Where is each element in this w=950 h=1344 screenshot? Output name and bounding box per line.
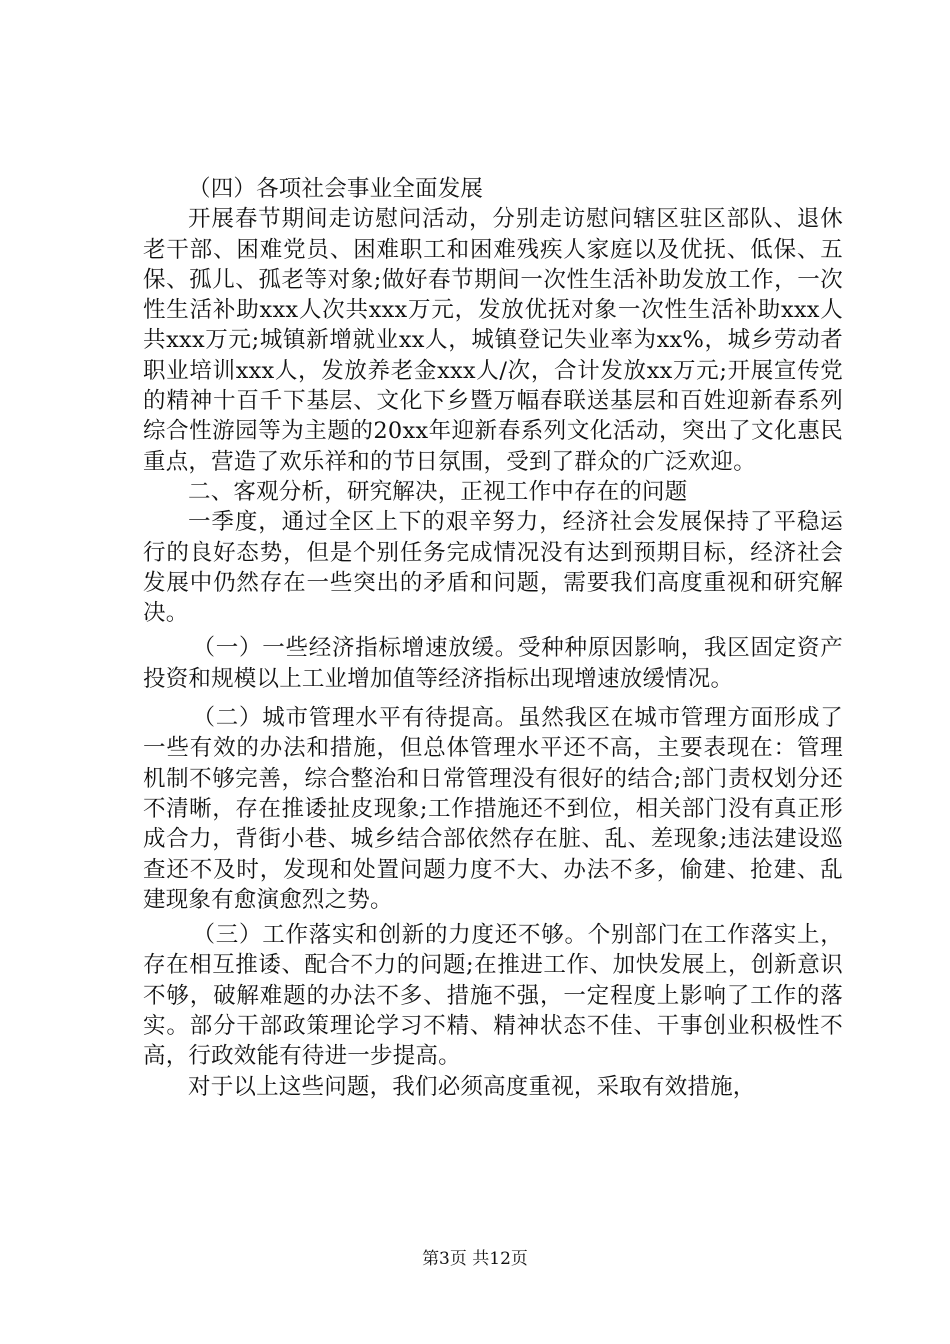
paragraph-social-activities: 开展春节期间走访慰问活动，分别走访慰问辖区驻区部队、退休老干部、困难党员、困难职工和困难残疾人家庭以及优抚、低保、五保、孤儿、孤老等对象;做好春节期间一次性生活补助发放工作，一次性生活补助xxx人次共xxx万元，发放优抚对象一次性生活补助xxx人共xxx万元;城镇新增就业xx人，城镇登记失业率为xx%，城乡劳动者职业培训xxx人，发放养老金xxx人/次，合计发放xx万元;开展宣传党的精神十百千下基层、文化下乡暨万幅春联送基层和百姓迎新春系列综合性游园等为主题的20xx年迎新春系列文化活动，突出了文化惠民重点，营造了欢乐祥和的节日氛围，受到了群众的广泛欢迎。 xyxy=(143,206,843,475)
paragraph-problem-city-management: （二）城市管理水平有待提高。虽然我区在城市管理方面形成了一些有效的办法和措施，但总体管理水平还不高，主要表现在：管理机制不够完善，综合整治和日常管理没有很好的结合;部门责权划分还不清晰，存在推诿扯皮现象;工作措施还不到位，相关部门没有真正形成合力，背街小巷、城乡结合部依然存在脏、乱、差现象;违法建设巡查还不及时，发现和处置问题力度不大、办法不多，偷建、抢建、乱建现象有愈演愈烈之势。 xyxy=(143,705,843,913)
paragraph-problem-implementation: （三）工作落实和创新的力度还不够。个别部门在工作落实上，存在相互推诿、配合不力的问题;在推进工作、加快发展上，创新意识不够，破解难题的办法不多、措施不强，一定程度上影响了工作的落实。部分干部政策理论学习不精、精神状态不佳、干事创业积极性不高，行政效能有待进一步提高。 xyxy=(143,922,843,1070)
section-heading-problems: 二、客观分析，研究解决，正视工作中存在的问题 xyxy=(188,478,688,505)
document-body xyxy=(143,174,843,1102)
page-footer: 第3页 共12页 xyxy=(422,1249,528,1269)
paragraph-problems-intro: 一季度，通过全区上下的艰辛努力，经济社会发展保持了平稳运行的良好态势，但是个别任务完成情况没有达到预期目标，经济社会发展中仍然存在一些突出的矛盾和问题，需要我们高度重视和研究解决。 xyxy=(143,509,843,627)
section-heading-social: （四）各项社会事业全面发展 xyxy=(188,176,484,202)
paragraph-conclusion: 对于以上这些问题，我们必须高度重视，采取有效措施， xyxy=(188,1073,756,1100)
paragraph-problem-economy: （一）一些经济指标增速放缓。受种种原因影响，我区固定资产投资和规模以上工业增加值等经济指标出现增速放缓情况。 xyxy=(143,635,843,692)
